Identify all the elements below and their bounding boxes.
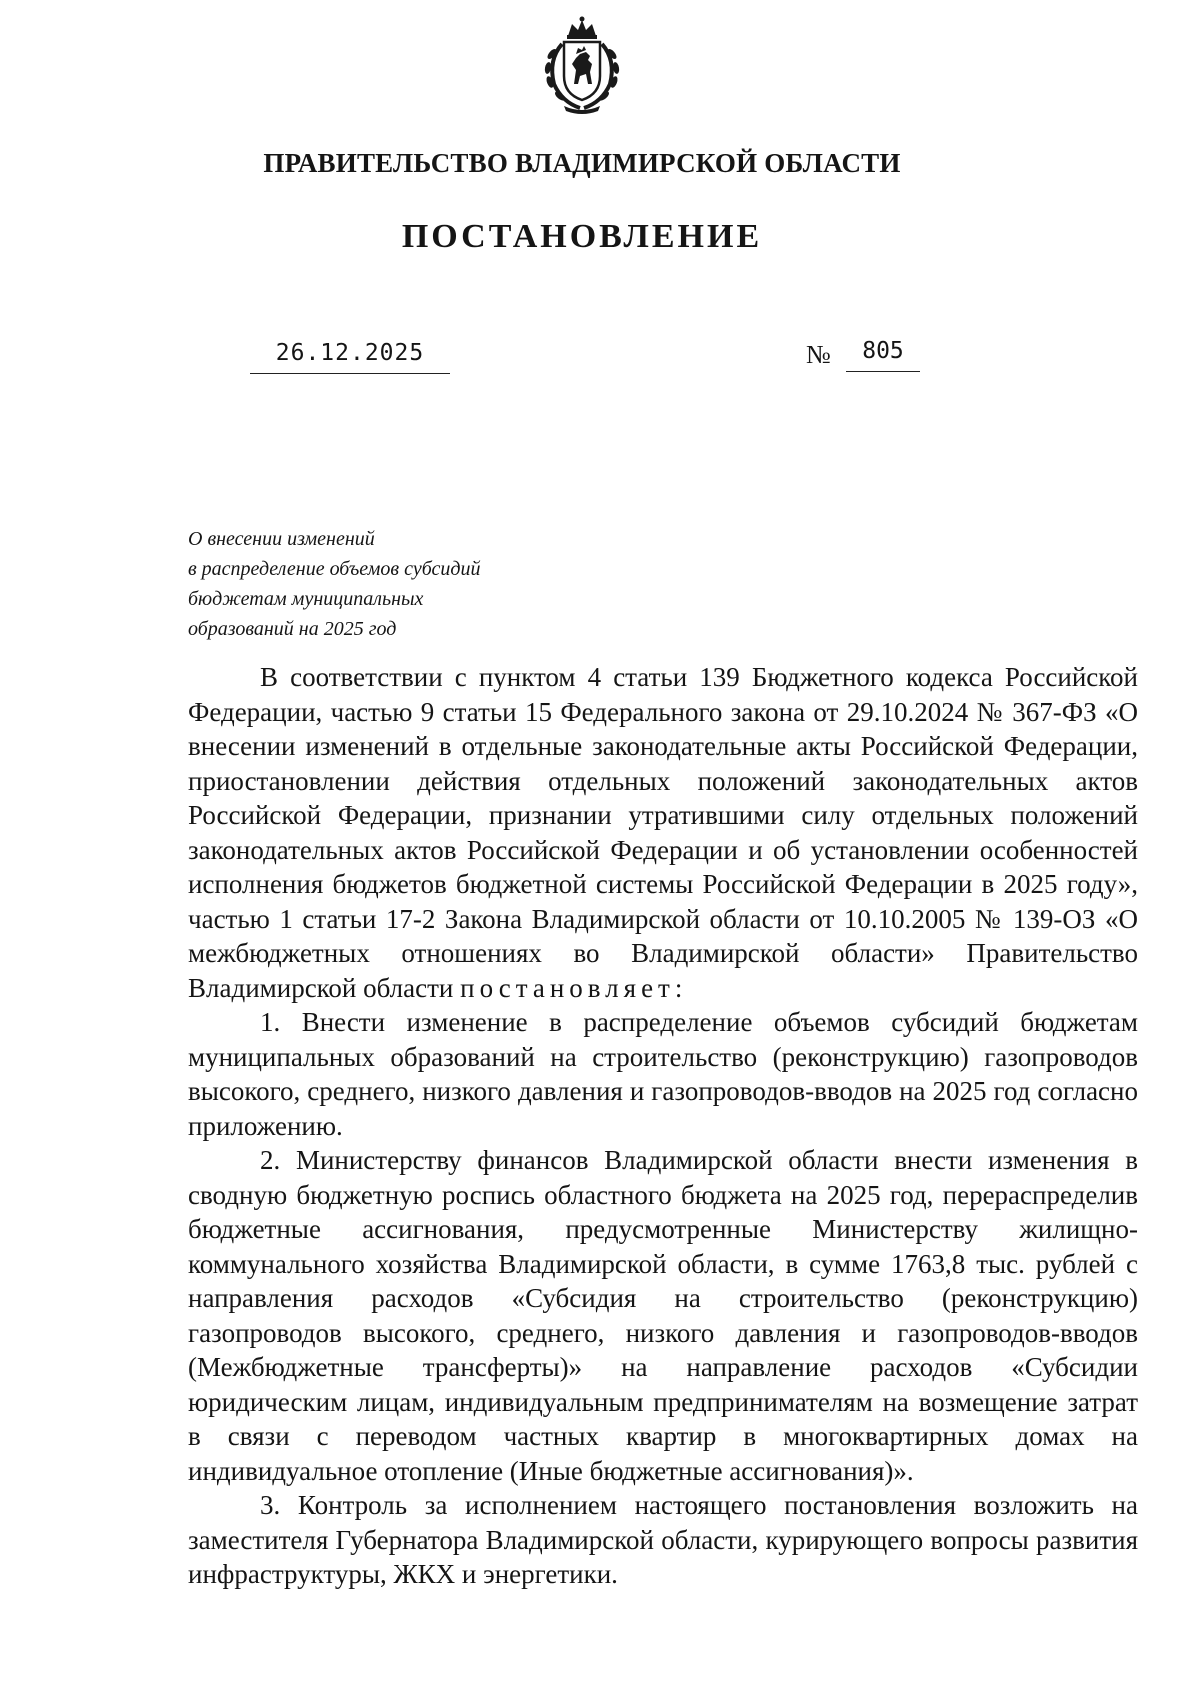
subject-line: в распределение объемов субсидий — [188, 558, 481, 580]
document-subject — [188, 524, 480, 644]
number-underline — [846, 371, 920, 372]
item-3-paragraph: 3. Контроль за исполнением настоящего постановления возложить на заместителя Губернатора Владимирской области, курирующего вопросы развития инфраструктуры, ЖКХ и энергетики. — [188, 1490, 1138, 1589]
item-2-paragraph: 2. Министерству финансов Владимирской области внести изменения в сводную бюджетную роспись областного бюджета на 2025 год, перераспределив бюджетные ассигнования, предусмотренные Министерству жилищно-коммунального хозяйства Владимирской области, в сумме 1763,8 тыс. рублей с направления расходов «Субсидия на строительство (реконструкцию) газопроводов высокого, среднего, низкого давления и газопроводов-вводов (Межбюджетные трансферты)» на направление расходов «Субсидии юридическим лицам, индивидуальным предпринимателям на возмещение затрат в связи с переводом частных квартир в многоквартирных домах на индивидуальное отопление (Иные бюджетные ассигнования)». — [188, 1145, 1138, 1486]
decree-word: постановляет: — [460, 972, 688, 1003]
document-date: 26.12.2025 — [275, 340, 425, 366]
date-underline — [250, 373, 450, 374]
document-type-heading: ПОСТАНОВЛЕНИЕ — [401, 218, 763, 255]
document-body — [188, 660, 1138, 1592]
subject-line: бюджетам муниципальных — [188, 588, 424, 610]
coat-of-arms-icon — [534, 14, 630, 114]
organization-title: ПРАВИТЕЛЬСТВО ВЛАДИМИРСКОЙ ОБЛАСТИ — [263, 148, 901, 178]
preamble-paragraph — [188, 660, 1138, 1005]
item-1-paragraph: 1. Внести изменение в распределение объемов субсидий бюджетам муниципальных образований на строительство (реконструкцию) газопроводов высокого, среднего, низкого давления и газопроводов-вводов на 2025 год согласно приложению. — [188, 1007, 1138, 1141]
subject-line: образований на 2025 год — [188, 618, 397, 640]
number-sign: № — [806, 340, 831, 369]
document-number: 805 — [862, 338, 904, 364]
subject-line: О внесении изменений — [188, 528, 375, 550]
preamble-text: В соответствии с пунктом 4 статьи 139 Бюджетного кодекса Российской Федерации, частью 9 статьи 15 Федерального закона от 29.10.2024 № 367-ФЗ «О внесении изменений в отдельные законодательные акты Российской Федерации, приостановлении действия отдельных положений законодательных актов Российской Федерации, признании утратившими силу отдельных положений законодательных актов Российской Федерации и об установлении особенностей исполнения бюджетов бюджетной системы Российской Федерации в 2025 году», частью 1 статьи 17-2 Закона Владимирской области от 10.10.2005 № 139-ОЗ «О межбюджетных отношениях во Владимирской области» Правительство Владимирской области — [188, 662, 1138, 1003]
